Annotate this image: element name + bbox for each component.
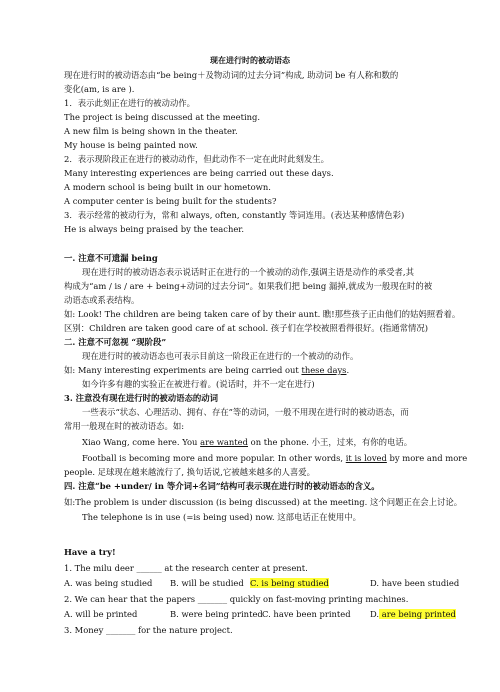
q1-option-c bbox=[250, 578, 329, 589]
q2-option-d bbox=[370, 609, 456, 620]
q2-option-a: A. will be printed bbox=[64, 609, 138, 619]
section-3-heading: 3. 注意没有现在进行时的被动语态的动词 bbox=[64, 393, 219, 403]
section-4-example: The telephone is in use (=is being used) now. 这部电话正在使用中。 bbox=[82, 512, 362, 522]
underlined-phrase: are wanted bbox=[200, 437, 248, 447]
underlined-phrase: it is loved bbox=[345, 453, 387, 463]
example-line: A computer center is being built for the students? bbox=[64, 196, 277, 206]
try-heading: Have a try! bbox=[64, 547, 116, 557]
point-2: 2．表示现阶段正在进行的被动动作，但此动作不一定在此时此刻发生。 bbox=[64, 154, 329, 164]
example-text: Football is becoming more and more popular. In other words, bbox=[82, 453, 346, 463]
section-3-text: 一些表示“状态、心理活动、拥有、存在”等的动词，一般不用现在进行时的被动语态，而 bbox=[82, 407, 409, 417]
section-3-example bbox=[82, 453, 467, 464]
intro-line-2: 变化(am, is are ). bbox=[64, 84, 135, 94]
section-2-translation: 如今许多有趣的实验正在被进行着。(说话时，并不一定在进行) bbox=[82, 379, 315, 389]
q1-option-d: D. have been studied bbox=[370, 578, 460, 588]
example-line: A modern school is being built in our hometown. bbox=[64, 182, 271, 192]
underlined-phrase: these days bbox=[301, 365, 347, 375]
example-text: 如: Many interesting experiments are being carried out bbox=[64, 365, 302, 375]
section-1-example: 如: Look! The children are being taken care of by their aunt. 瞧!那些孩子正由他们的姑妈照看着。 bbox=[64, 309, 461, 319]
example-text: on the phone. 小王，过来，有你的电话。 bbox=[247, 437, 413, 447]
section-1-contrast: 区别：Children are taken good care of at school. 孩子们在学校被照看得很好。(指通常情况) bbox=[64, 323, 429, 333]
example-line: My house is being painted now. bbox=[64, 140, 198, 150]
section-2-example bbox=[64, 365, 349, 376]
intro-line-1: 现在进行时的被动语态由“be being＋及物动词的过去分词”构成, 助动词 be 有人称和数的 bbox=[64, 70, 399, 80]
answer-highlight: are being printed bbox=[379, 609, 456, 619]
example-line: The project is being discussed at the meeting. bbox=[64, 112, 261, 122]
section-3-text: 常用一般现在时的被动语态。如: bbox=[64, 421, 185, 431]
section-1-heading: 一. 注意不可遗漏 being bbox=[64, 253, 158, 263]
question-3: 3. Money _______ for the nature project. bbox=[64, 625, 233, 635]
section-4-example: 如:The problem is under discussion (is being discussed) at the meeting. 这个问题正在会上讨论。 bbox=[64, 497, 463, 507]
q2-option-b: B. were being printed bbox=[170, 609, 263, 619]
point-1: 1．表示此刻正在进行的被动动作。 bbox=[64, 98, 195, 108]
question-2: 2. We can hear that the papers _______ quickly on fast-moving printing machines. bbox=[64, 594, 409, 604]
section-1-text: 现在进行时的被动语态表示说话时正在进行的一个被动的动作,强调主语是动作的承受者,其 bbox=[82, 267, 414, 277]
section-2-text: 现在进行时的被动语态也可表示目前这一阶段正在进行的一个被动的动作。 bbox=[82, 351, 359, 361]
point-3: 3．表示经常的被动行为，常和 always, often, constantly 等词连用。(表达某种感情色彩) bbox=[64, 210, 405, 220]
example-line: A new film is being shown in the theater. bbox=[64, 126, 238, 136]
section-3-example: people. 足球现在越来越流行了, 换句话说,它被越来越多的人喜爱。 bbox=[64, 467, 316, 477]
example-text: Xiao Wang, come here. You bbox=[82, 437, 201, 447]
section-1-text: 构成为“am / is / are + being+动词的过去分词”。如果我们把 being 漏掉,就成为一般现在时的被 bbox=[64, 281, 433, 291]
section-2-heading: 二. 注意不可忽视 “现阶段” bbox=[64, 337, 167, 347]
q1-option-b: B. will be studied bbox=[170, 578, 244, 588]
question-1: 1. The milu deer ______ at the research center at present. bbox=[64, 563, 308, 573]
example-text: by more and more bbox=[386, 453, 468, 463]
doc-title: 现在进行时的被动语态 bbox=[210, 55, 290, 65]
answer-highlight: C. is being studied bbox=[250, 578, 329, 588]
section-3-example bbox=[82, 437, 412, 448]
q2-option-c: C. have been printed bbox=[262, 609, 351, 619]
q1-option-a: A. was being studied bbox=[64, 578, 153, 588]
section-1-text: 动语态或系表结构。 bbox=[64, 295, 140, 305]
example-line: He is always being praised by the teacher. bbox=[64, 224, 245, 234]
example-line: Many interesting experiences are being carried out these days. bbox=[64, 168, 334, 178]
section-4-heading: 四. 注意“be +under/ in 等介词+名词”结构可表示现在进行时的被动语态的含义。 bbox=[64, 481, 380, 491]
option-letter: D. bbox=[370, 609, 380, 619]
example-text: . bbox=[346, 365, 350, 375]
